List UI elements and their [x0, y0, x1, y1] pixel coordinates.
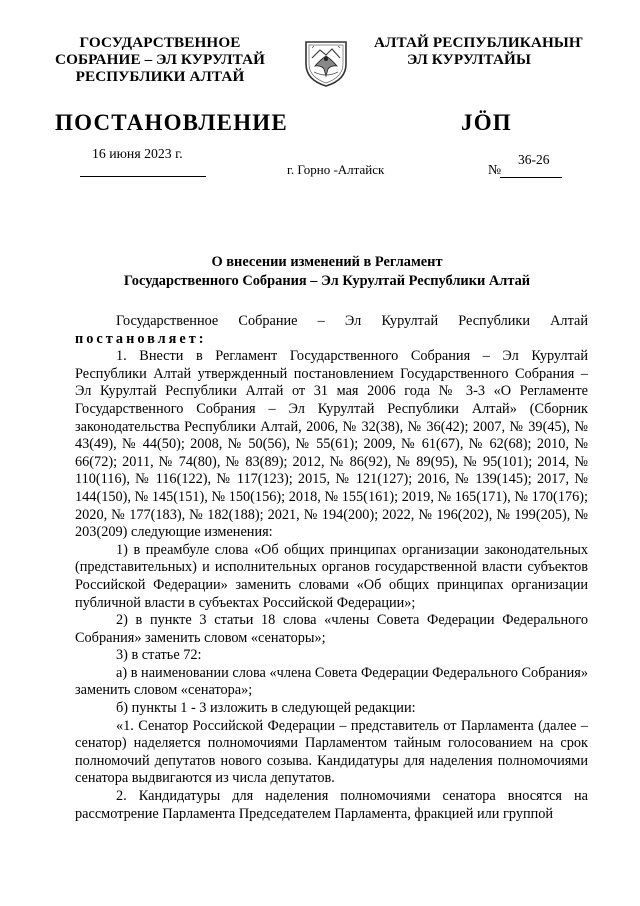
document-date: 16 июня 2023 г. — [92, 146, 183, 161]
document-body — [75, 313, 588, 823]
altai-coat-of-arms-icon — [302, 36, 350, 88]
subject-line: Государственного Собрания – Эл Курултай Республики Алтай — [123, 273, 531, 289]
document-title-altai: JÖП — [461, 110, 512, 135]
body-paragraph: 3) в статье 72: — [116, 647, 202, 664]
document-title-russian: ПОСТАНОВЛЕНИЕ — [55, 110, 288, 135]
body-paragraph: «1. Сенатор Российской Федерации – представитель от Парламента (далее – сенатор) наделяется полномочиями Парламентом тайным голосованием на срок полномочий депутатов нового созыва. Кандидатуры для наделения полномочиями сенатора выдвигаются из числа депутатов. — [75, 717, 588, 787]
document-number: 36-26 — [518, 152, 550, 167]
date-underline — [80, 176, 206, 177]
header-left-line: СОБРАНИЕ – ЭЛ КУРУЛТАЙ — [55, 51, 266, 68]
intro-verb: постановляет: — [75, 330, 207, 347]
header-left-line: ГОСУДАРСТВЕННОЕ — [79, 34, 241, 51]
header-left-institution — [55, 34, 265, 85]
header-left-line: РЕСПУБЛИКИ АЛТАЙ — [75, 68, 245, 85]
body-paragraph: 2) в пункте 3 статьи 18 слова «члены Совета Федерации Федерального Собрания» заменить словом «сенаторы»; — [75, 612, 588, 646]
number-underline — [500, 177, 562, 178]
body-paragraph: 1. Внести в Регламент Государственного Собрания – Эл Курултай Республики Алтай утвержденный постановлением Государственного Собрания – Эл Курултай Республики Алтай от 31 мая 2006 года № 3-3 «О Регламенте Государственного Собрания – Эл Курултай Республики Алтай» (Сборник законодательства Республики Алтай, 2006, № 32(38), № 36(42); 2007, № 39(45), № 43(49), № 44(50); 2008, № 50(56), № 55(61); 2009, № 61(67), № 62(68); 2010, № 66(72); 2011, № 74(80), № 83(89); 2012, № 86(92), № 89(95), № 95(101); 2014, № 110(116), № 116(122), № 117(123); 2015, № 121(127); 2016, № 139(145); 2017, № 144(150), № 145(151), № 150(156); 2018, № 155(161); 2019, № 165(171), № 170(176); 2020, № 177(183), № 182(188); 2021, № 194(200); 2022, № 196(202), № 199(205), № 203(209) следующие изменения: — [75, 348, 588, 541]
header-right-line: ЭЛ КУРУЛТАЙЫ — [407, 51, 531, 68]
intro-lead: Государственное Собрание – Эл Курултай Республики Алтай — [116, 313, 588, 329]
header-right-institution — [374, 34, 583, 68]
document-subject — [60, 253, 594, 291]
document-city: г. Горно -Алтайск — [287, 162, 385, 177]
subject-line: О внесении изменений в Регламент — [211, 254, 443, 270]
body-paragraph: б) пункты 1 - 3 изложить в следующей редакции: — [116, 700, 416, 717]
body-paragraph: 1) в преамбуле слова «Об общих принципах организации законодательных (представительных) и исполнительных органов государственной власти субъектов Российской Федерации» заменить словами «Об общих принципах организации публичной власти в субъектах Российской Федерации»; — [75, 541, 588, 611]
body-paragraph: а) в наименовании слова «члена Совета Федерации Федерального Собрания» заменить словом «сенатора»; — [75, 664, 588, 699]
header-right-line: АЛТАЙ РЕСПУБЛИКАНЫҤ — [374, 34, 583, 51]
body-paragraph: 2. Кандидатуры для наделения полномочиями сенатора вносятся на рассмотрение Парламента Председателем Парламента, фракцией или группой — [75, 788, 588, 822]
document-number-label: № — [488, 162, 502, 177]
body-intro — [75, 313, 588, 348]
